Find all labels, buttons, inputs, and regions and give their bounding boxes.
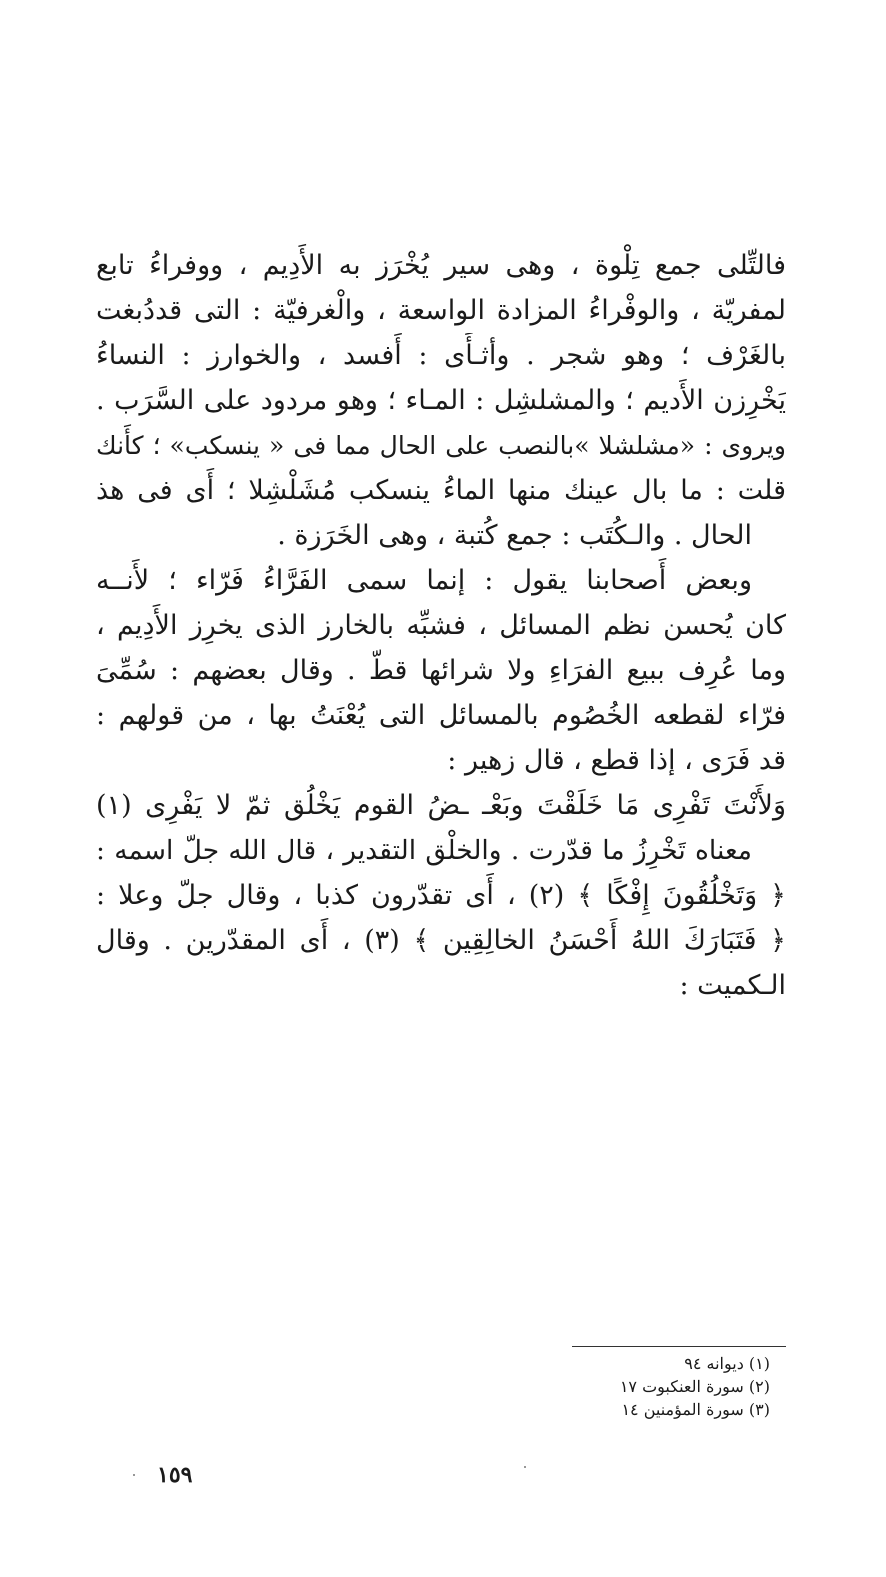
footnote-divider (572, 1346, 786, 1347)
footnotes (500, 1352, 770, 1421)
text-line: ويروى : «مشلشلا »بالنصب على الحال مما فى « ينسكب» ؛ كأَنك (96, 431, 786, 460)
text-line: وبعض أَصحابنا يقول : إنما سمى الفَرَّاءُ فَرّاء ؛ لأَنــه (96, 565, 752, 596)
text-line: الحال . والـكُتَب : جمع كُتبة ، وهى الخَرَزة . (277, 520, 752, 551)
text-line: فرّاء لقطعه الخُصُوم بالمسائل التى يُعْنَتُ بها ، من قولهم : (96, 700, 786, 731)
footnote: (٣) سورة المؤمنين ١٤ (621, 1400, 770, 1419)
text-line: قلت : ما بال عينك منها الماءُ ينسكب مُشَلْشِلا ؛ أَى فى هذ (96, 475, 786, 506)
text-line: قد فَرَى ، إذا قطع ، قال زهير : (447, 745, 786, 776)
footnote: (١) ديوانه ٩٤ (684, 1354, 770, 1373)
text-line: يَخْرِزن الأَديم ؛ والمشلشِل : المـاء ؛ وهو مردود على السَّرَب . (96, 385, 786, 416)
text-line: الـكميت : (679, 970, 786, 1001)
text-line: كان يُحسن نظم المسائل ، فشبِّه بالخارز الذى يخرِز الأَدِيم ، (96, 610, 786, 641)
text-line: ﴿ فَتَبَارَكَ اللهُ أَحْسَنُ الخالِقِين ﴾ (٣) ، أَى المقدّرين . وقال (96, 925, 786, 956)
text-line: وما عُرِف ببيع الفرَاءِ ولا شرائها قطّ . وقال بعضهم : سُمِّىَ (96, 655, 786, 686)
poetry-verse: وَلأَنْتَ تَفْرِى مَا خَلَقْتَ وبَعْـ ـضُ القوم يَخْلُق ثمّ لا يَفْرِى (١) (96, 790, 786, 821)
body-text (96, 243, 786, 1008)
scan-speck (524, 1466, 526, 1468)
text-line: لمفريّة ، والوفْراءُ المزادة الواسعة ، والْغرفيّة : التى قددُبغت (96, 295, 786, 326)
text-line: معناه تَخْرِزُ ما قدّرت . والخلْق التقدير ، قال الله جلّ اسمه : (96, 835, 752, 866)
page-number: ١٥٩ (157, 1462, 193, 1488)
footnote: (٢) سورة العنكبوت ١٧ (619, 1377, 770, 1396)
text-line: فالتِّلى جمع تِلْوة ، وهى سير يُخْرَز به الأَدِيم ، ووفراءُ تابع (96, 250, 786, 281)
scan-speck (133, 1474, 135, 1476)
text-line: ﴿ وَتَخْلُقُونَ إِفْكًا ﴾ (٢) ، أَى تقدّرون كذبا ، وقال جلّ وعلا : (96, 880, 786, 911)
text-line: بالغَرْف ؛ وهو شجر . وأثـأَى : أَفسد ، والخوارز : النساءُ (96, 340, 786, 371)
